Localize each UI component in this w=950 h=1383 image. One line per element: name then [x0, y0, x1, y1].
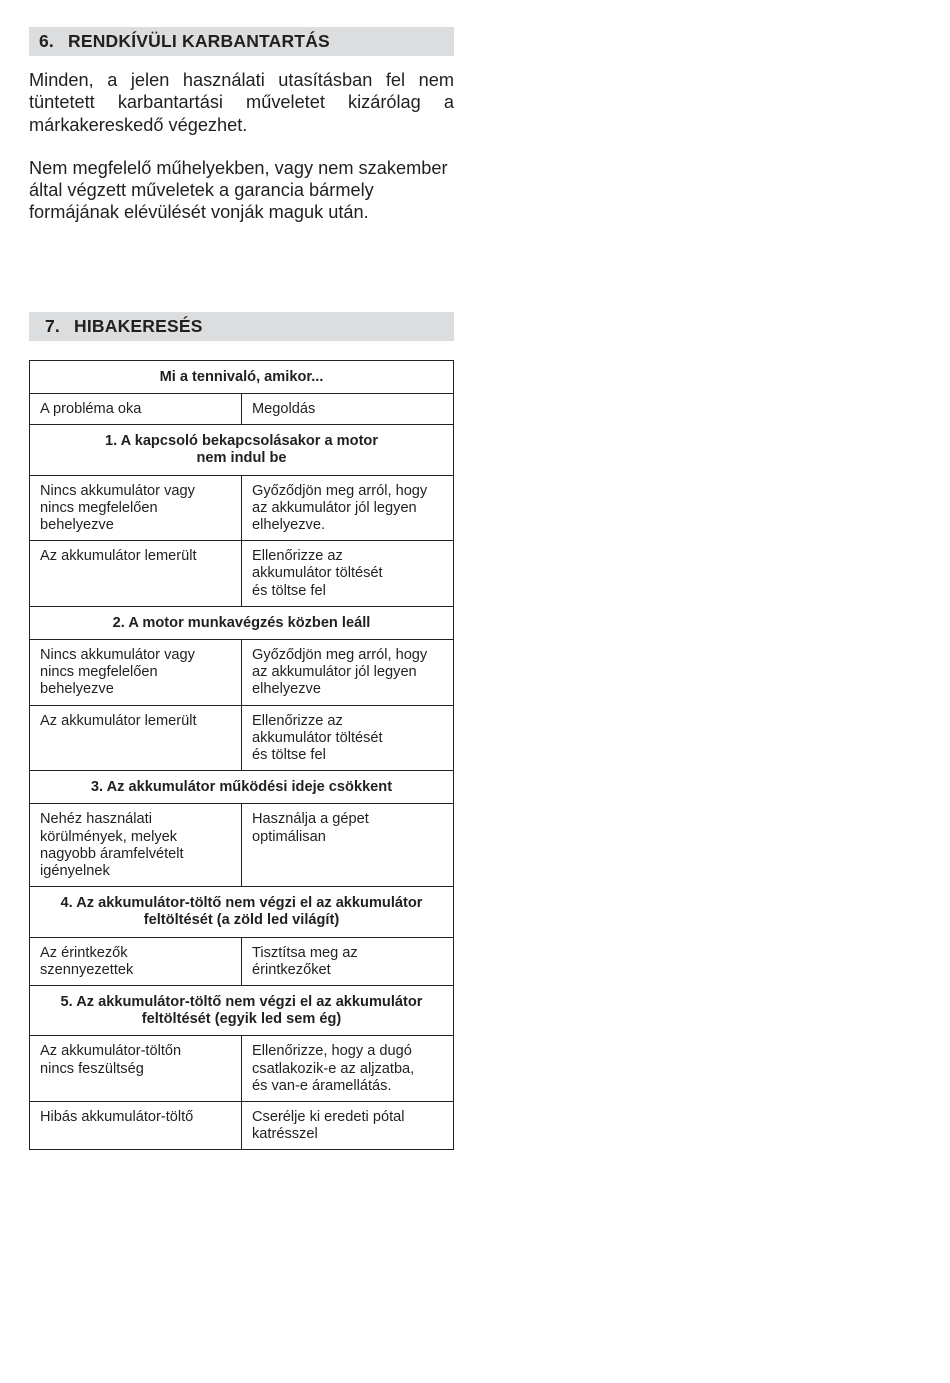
section-title: RENDKÍVÜLI KARBANTARTÁS	[68, 31, 330, 51]
table-caption: Mi a tennivaló, amikor...	[30, 360, 454, 393]
problem-title: 1. A kapcsoló bekapcsolásakor a motor nem indul be	[30, 425, 454, 475]
problem-title: 3. Az akkumulátor működési ideje csökkent	[30, 771, 454, 804]
table-row	[30, 937, 454, 985]
section-heading-maintenance	[29, 27, 454, 56]
problem-title-row	[30, 606, 454, 639]
table-caption-row	[30, 360, 454, 393]
cause-cell: Az akkumulátor lemerült	[30, 705, 242, 771]
solution-cell: Győződjön meg arról, hogy az akkumulátor jól legyen elhelyezve.	[242, 475, 454, 541]
cause-cell: Nincs akkumulátor vagy nincs megfelelően behelyezve	[30, 475, 242, 541]
solution-cell: Tisztítsa meg az érintkezőket	[242, 937, 454, 985]
cause-cell: Nincs akkumulátor vagy nincs megfelelően behelyezve	[30, 640, 242, 706]
problem-title-row	[30, 425, 454, 475]
table-row	[30, 1036, 454, 1102]
maintenance-paragraph-1: Minden, a jelen használati utasításban fel nem tüntetett karbantartási műveletet kizárólag a márkakereskedő végezhet.	[29, 70, 454, 135]
problem-title: 2. A motor munkavégzés közben leáll	[30, 606, 454, 639]
problem-title-row	[30, 887, 454, 937]
table-row	[30, 541, 454, 607]
cause-cell: Az akkumulátor lemerült	[30, 541, 242, 607]
problem-title-row	[30, 986, 454, 1036]
maintenance-paragraph-2: Nem megfelelő műhelyekben, vagy nem szakember által végzett műveletek a garancia bármely formájának elévülését vonják maguk után.	[29, 157, 448, 223]
problem-title: 4. Az akkumulátor-töltő nem végzi el az akkumulátor feltöltését (a zöld led világít)	[30, 887, 454, 937]
solution-cell: Ellenőrizze, hogy a dugó csatlakozik-e az aljzatba, és van-e áramellátás.	[242, 1036, 454, 1102]
column-header-cause: A probléma oka	[30, 393, 242, 424]
column-header-solution: Megoldás	[242, 393, 454, 424]
section-number: 6.	[39, 31, 54, 51]
page-column	[29, 27, 454, 1150]
section-heading-troubleshooting	[29, 312, 454, 341]
problem-title: 5. Az akkumulátor-töltő nem végzi el az akkumulátor feltöltését (egyik led sem ég)	[30, 986, 454, 1036]
problem-title-row	[30, 771, 454, 804]
cause-cell: Nehéz használati körülmények, melyek nagyobb áramfelvételt igényelnek	[30, 804, 242, 887]
solution-cell: Cserélje ki eredeti pótal katrésszel	[242, 1102, 454, 1150]
cause-cell: Az akkumulátor-töltőn nincs feszültség	[30, 1036, 242, 1102]
troubleshooting-table	[29, 360, 454, 1151]
solution-cell: Használja a gépet optimálisan	[242, 804, 454, 887]
section-number: 7.	[45, 315, 60, 336]
table-row	[30, 804, 454, 887]
table-row	[30, 1102, 454, 1150]
cause-cell: Az érintkezők szennyezettek	[30, 937, 242, 985]
table-header-row	[30, 393, 454, 424]
section-title: HIBAKERESÉS	[74, 315, 203, 336]
solution-cell: Ellenőrizze az akkumulátor töltését és töltse fel	[242, 541, 454, 607]
solution-cell: Ellenőrizze az akkumulátor töltését és töltse fel	[242, 705, 454, 771]
cause-cell: Hibás akkumulátor-töltő	[30, 1102, 242, 1150]
table-row	[30, 475, 454, 541]
table-row	[30, 640, 454, 706]
solution-cell: Győződjön meg arról, hogy az akkumulátor jól legyen elhelyezve	[242, 640, 454, 706]
table-row	[30, 705, 454, 771]
